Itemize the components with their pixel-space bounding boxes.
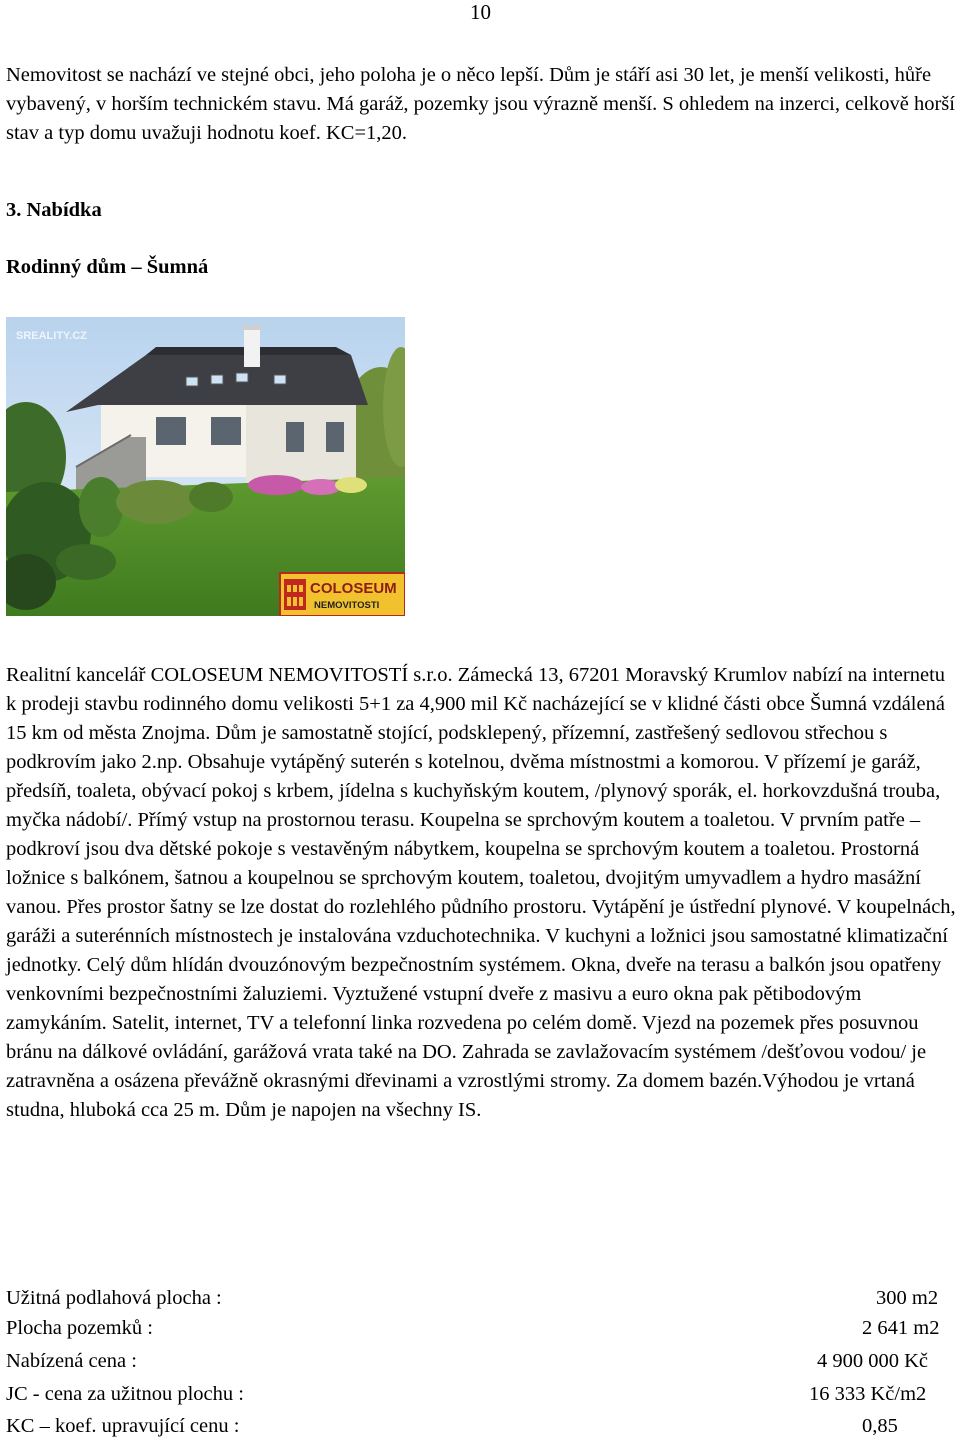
logo-line2: NEMOVITOSTI [314,600,380,611]
spec-value: 300 m2 [876,1287,939,1309]
spec-label: Plocha pozemků : [6,1317,153,1339]
intro-paragraph: Nemovitost se nachází ve stejné obci, jeho poloha je o něco lepší. Dům je stáří asi 30 let, je menší velikosti, hůře vybavený, v horším technickém stavu. Má garáž, pozemky jsou výrazně menší. S ohledem na inzerci, celkově horší stav a typ domu uvažuji hodnotu koef. KC=1,20. [6,64,955,144]
property-description: Realitní kancelář COLOSEUM NEMOVITOSTÍ s.r.o. Zámecká 13, 67201 Moravský Krumlov nabízí na internetu k prodeji stavbu rodinného domu velikosti 5+1 za 4,900 mil Kč nacházející se v klidné části obce Šumná vzdálená 15 km od města Znojma. Dům je samostatně stojící, podsklepený, přízemní, zastřešený sedlovou střechou s podkrovím jako 2.np. Obsahuje vytápěný suterén s kotelnou, dvěma místnostmi a komorou. V přízemí je garáž, předsíň, toaleta, obývací pokoj s krbem, jídelna s kuchyňským koutem, /plynový sporák, el. horkovzdušná trouba, myčka nádobí/. Přímý vstup na prostornou terasu. Koupelna se sprchovým koutem a toaletou. V prvním patře – podkroví jsou dva dětské pokoje s vestavěným nábytkem, koupelna se sprchovým koutem a toaletou. Prostorná ložnice s balkónem, šatnou a koupelnou se sprchovým koutem, toaletou, dvojitým umyvadlem a hydro masážní vanou. Přes prostor šatny se lze dostat do rozlehlého půdního prostoru. Vytápění je ústřední plynové. V koupelnách, garáži a suterénních místnostech je instalována vzduchotechnika. V kuchyni a ložnici jsou samostatné klimatizační jednotky. Celý dům hlídán dvouzónovým bezpečnostním systémem. Okna, dveře na terasu a balkón jsou opatřeny venkovními bezpečnostními žaluziemi. Vyztužené vstupní dveře z masivu a euro okna pak pětibodovým zamykáním. Satelit, internet, TV a telefonní linka rozvedena po celém domě. Vjezd na pozemek přes posuvnou bránu na dálkové ovládání, garážová vrata také na DO. Zahrada se zavlažovacím systémem /dešťovou vodou/ je zatravněna a osázena převážně okrasnými dřevinami a vzrostlými stromy. Za domem bazén.Výhodou je vrtaná studna, hluboká cca 25 m. Dům je napojen na všechny IS. [6,664,956,1121]
spec-value: 4 900 000 Kč [817,1350,929,1372]
spec-row [6,1415,956,1445]
spec-row [6,1350,956,1380]
house-photo [6,317,405,616]
spec-label: KC – koef. upravující cenu : [6,1415,240,1437]
spec-label: Nabízená cena : [6,1350,137,1372]
property-heading: Rodinný dům – Šumná [6,256,209,278]
spec-row [6,1287,956,1317]
spec-label: Užitná podlahová plocha : [6,1287,222,1309]
section-heading: 3. Nabídka [6,199,102,221]
photo-watermark: SREALITY.CZ [16,330,87,342]
spec-value: 0,85 [862,1415,898,1437]
spec-value: 2 641 m2 [862,1317,940,1339]
spec-value: 16 333 Kč/m2 [809,1383,927,1405]
coloseum-logo [280,573,405,616]
spec-row [6,1317,956,1347]
page-number: 10 [470,0,491,24]
spec-label: JC - cena za užitnou plochu : [6,1383,244,1405]
spec-row [6,1383,956,1413]
logo-line1: COLOSEUM [310,580,397,597]
